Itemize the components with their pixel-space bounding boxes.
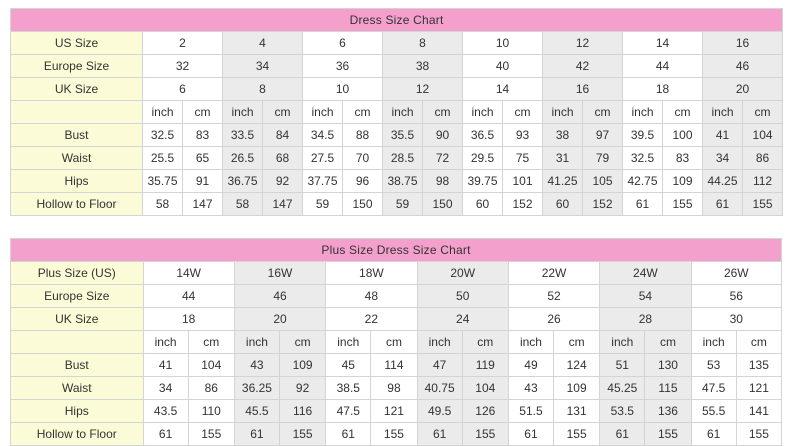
cell: 92 [263,170,303,193]
cell: 56 [691,285,781,308]
cell: 109 [554,377,600,400]
cell: 61 [703,193,743,216]
cell: 38.75 [383,170,423,193]
table-row-hollow-to-floor [11,193,783,216]
cell: 60 [463,193,503,216]
dress-size-chart-table [10,8,783,216]
chart-title-row [11,9,783,32]
cell: 61 [600,423,645,446]
cell: 36.5 [463,124,503,147]
cell: 84 [263,124,303,147]
chart-gap-divider [10,216,782,238]
cell: 24 [417,308,508,331]
cell: 53.5 [600,400,645,423]
table-row-hollow-to-floor [11,423,782,446]
row-label: Plus Size (US) [11,262,144,285]
cell: 52 [508,285,599,308]
cell: 16 [543,78,623,101]
cell: 44.25 [703,170,743,193]
cell: 147 [263,193,303,216]
cell: 104 [188,354,234,377]
unit-cell: inch [143,331,188,354]
dress-size-chart-body [11,9,783,216]
cell: 45.25 [600,377,645,400]
plus-size-chart-table [10,238,782,446]
cell: 61 [508,423,553,446]
cell: 34 [143,377,188,400]
row-label: UK Size [11,308,144,331]
cell: 18 [623,78,703,101]
table-row-hips [11,170,783,193]
cell: 10 [303,78,383,101]
unit-cell: inch [303,101,343,124]
cell: 131 [554,400,600,423]
cell: 109 [280,354,326,377]
cell: 16 [703,32,783,55]
cell: 83 [183,124,223,147]
table-row-bust [11,124,783,147]
cell: 114 [371,354,417,377]
cell: 61 [326,423,371,446]
cell: 92 [280,377,326,400]
cell: 58 [143,193,183,216]
cell: 68 [263,147,303,170]
cell: 100 [663,124,703,147]
unit-cell: cm [663,101,703,124]
cell: 24W [600,262,691,285]
dress-size-chart-block [10,8,782,216]
table-row-europe-size [11,285,782,308]
unit-cell: inch [417,331,462,354]
cell: 33.5 [223,124,263,147]
cell: 26W [691,262,781,285]
cell: 50 [417,285,508,308]
unit-cell: inch [600,331,645,354]
unit-cell: inch [234,331,279,354]
unit-cell: cm [343,101,383,124]
unit-cell: cm [423,101,463,124]
cell: 20W [417,262,508,285]
row-label [11,101,143,124]
cell: 60 [543,193,583,216]
row-label: Bust [11,124,143,147]
cell: 31 [543,147,583,170]
cell: 8 [383,32,463,55]
unit-cell: cm [280,331,326,354]
cell: 41 [703,124,743,147]
unit-cell: cm [188,331,234,354]
cell: 61 [143,423,188,446]
cell: 152 [583,193,623,216]
table-row-units [11,101,783,124]
cell: 45 [326,354,371,377]
cell: 96 [343,170,383,193]
cell: 155 [280,423,326,446]
cell: 88 [343,124,383,147]
unit-cell: cm [583,101,623,124]
row-label [11,331,144,354]
cell: 59 [383,193,423,216]
cell: 39.5 [623,124,663,147]
row-label: Waist [11,377,144,400]
cell: 98 [423,170,463,193]
cell: 39.75 [463,170,503,193]
cell: 49 [508,354,553,377]
cell: 121 [736,377,781,400]
cell: 18 [143,308,234,331]
table-row-plus-size-us [11,262,782,285]
cell: 49.5 [417,400,462,423]
cell: 155 [663,193,703,216]
table-row-uk-size [11,308,782,331]
cell: 42 [543,55,623,78]
cell: 116 [280,400,326,423]
table-row-units [11,331,782,354]
cell: 32.5 [143,124,183,147]
cell: 36.25 [234,377,279,400]
unit-cell: inch [508,331,553,354]
cell: 150 [423,193,463,216]
cell: 47.5 [326,400,371,423]
unit-cell: cm [736,331,781,354]
cell: 155 [743,193,783,216]
cell: 110 [188,400,234,423]
cell: 58 [223,193,263,216]
cell: 112 [743,170,783,193]
cell: 34.5 [303,124,343,147]
cell: 55.5 [691,400,736,423]
unit-cell: cm [554,331,600,354]
cell: 61 [234,423,279,446]
cell: 79 [583,147,623,170]
cell: 29.5 [463,147,503,170]
unit-cell: cm [503,101,543,124]
cell: 43 [234,354,279,377]
cell: 115 [645,377,691,400]
row-label: UK Size [11,78,143,101]
row-label: US Size [11,32,143,55]
cell: 20 [234,308,325,331]
unit-cell: cm [462,331,508,354]
cell: 101 [503,170,543,193]
row-label: Hips [11,170,143,193]
cell: 6 [303,32,383,55]
cell: 34 [223,55,303,78]
unit-cell: inch [383,101,423,124]
unit-cell: inch [143,101,183,124]
cell: 28 [600,308,691,331]
cell: 44 [623,55,703,78]
row-label: Europe Size [11,55,143,78]
cell: 51.5 [508,400,553,423]
cell: 41.25 [543,170,583,193]
cell: 44 [143,285,234,308]
cell: 34 [703,147,743,170]
cell: 32.5 [623,147,663,170]
cell: 53 [691,354,736,377]
cell: 30 [691,308,781,331]
cell: 147 [183,193,223,216]
cell: 2 [143,32,223,55]
unit-cell: inch [623,101,663,124]
cell: 20 [703,78,783,101]
cell: 18W [326,262,417,285]
cell: 155 [736,423,781,446]
cell: 105 [583,170,623,193]
cell: 26.5 [223,147,263,170]
cell: 93 [503,124,543,147]
cell: 109 [663,170,703,193]
cell: 48 [326,285,417,308]
cell: 14W [143,262,234,285]
cell: 10 [463,32,543,55]
cell: 124 [554,354,600,377]
plus-size-dress-size-chart-block [10,238,782,446]
cell: 51 [600,354,645,377]
unit-cell: cm [183,101,223,124]
cell: 97 [583,124,623,147]
table-row-waist [11,377,782,400]
cell: 86 [743,147,783,170]
cell: 26 [508,308,599,331]
cell: 25.5 [143,147,183,170]
cell: 91 [183,170,223,193]
chart-title: Plus Size Dress Size Chart [11,239,782,262]
unit-cell: inch [326,331,371,354]
cell: 32 [143,55,223,78]
cell: 35.5 [383,124,423,147]
cell: 155 [645,423,691,446]
cell: 47.5 [691,377,736,400]
cell: 42.75 [623,170,663,193]
row-label: Bust [11,354,144,377]
table-row-us-size [11,32,783,55]
cell: 12 [543,32,623,55]
cell: 155 [554,423,600,446]
cell: 61 [623,193,663,216]
unit-cell: cm [645,331,691,354]
cell: 46 [234,285,325,308]
cell: 65 [183,147,223,170]
row-label: Hollow to Floor [11,423,144,446]
cell: 136 [645,400,691,423]
cell: 22W [508,262,599,285]
cell: 35.75 [143,170,183,193]
cell: 40 [463,55,543,78]
cell: 36.75 [223,170,263,193]
cell: 6 [143,78,223,101]
cell: 141 [736,400,781,423]
cell: 22 [326,308,417,331]
cell: 98 [371,377,417,400]
cell: 38 [383,55,463,78]
cell: 38 [543,124,583,147]
plus-size-chart-body [11,239,782,446]
row-label: Hollow to Floor [11,193,143,216]
cell: 43 [508,377,553,400]
cell: 104 [462,377,508,400]
cell: 54 [600,285,691,308]
cell: 46 [703,55,783,78]
cell: 72 [423,147,463,170]
unit-cell: inch [543,101,583,124]
cell: 126 [462,400,508,423]
cell: 45.5 [234,400,279,423]
cell: 155 [462,423,508,446]
cell: 43.5 [143,400,188,423]
table-row-bust [11,354,782,377]
cell: 47 [417,354,462,377]
table-row-waist [11,147,783,170]
row-label: Europe Size [11,285,144,308]
row-label: Hips [11,400,144,423]
cell: 41 [143,354,188,377]
cell: 155 [188,423,234,446]
cell: 135 [736,354,781,377]
unit-cell: cm [263,101,303,124]
cell: 14 [623,32,703,55]
unit-cell: inch [703,101,743,124]
cell: 61 [691,423,736,446]
cell: 61 [417,423,462,446]
cell: 130 [645,354,691,377]
cell: 104 [743,124,783,147]
cell: 36 [303,55,383,78]
cell: 152 [503,193,543,216]
cell: 150 [343,193,383,216]
cell: 4 [223,32,303,55]
cell: 70 [343,147,383,170]
unit-cell: inch [691,331,736,354]
cell: 14 [463,78,543,101]
cell: 16W [234,262,325,285]
cell: 75 [503,147,543,170]
cell: 119 [462,354,508,377]
table-row-uk-size [11,78,783,101]
table-row-hips [11,400,782,423]
cell: 28.5 [383,147,423,170]
unit-cell: cm [743,101,783,124]
unit-cell: inch [463,101,503,124]
cell: 8 [223,78,303,101]
cell: 12 [383,78,463,101]
cell: 86 [188,377,234,400]
table-row-europe-size [11,55,783,78]
row-label: Waist [11,147,143,170]
chart-title: Dress Size Chart [11,9,783,32]
cell: 83 [663,147,703,170]
cell: 121 [371,400,417,423]
chart-title-row [11,239,782,262]
cell: 90 [423,124,463,147]
cell: 38.5 [326,377,371,400]
cell: 59 [303,193,343,216]
unit-cell: cm [371,331,417,354]
cell: 27.5 [303,147,343,170]
cell: 37.75 [303,170,343,193]
unit-cell: inch [223,101,263,124]
cell: 40.75 [417,377,462,400]
cell: 155 [371,423,417,446]
